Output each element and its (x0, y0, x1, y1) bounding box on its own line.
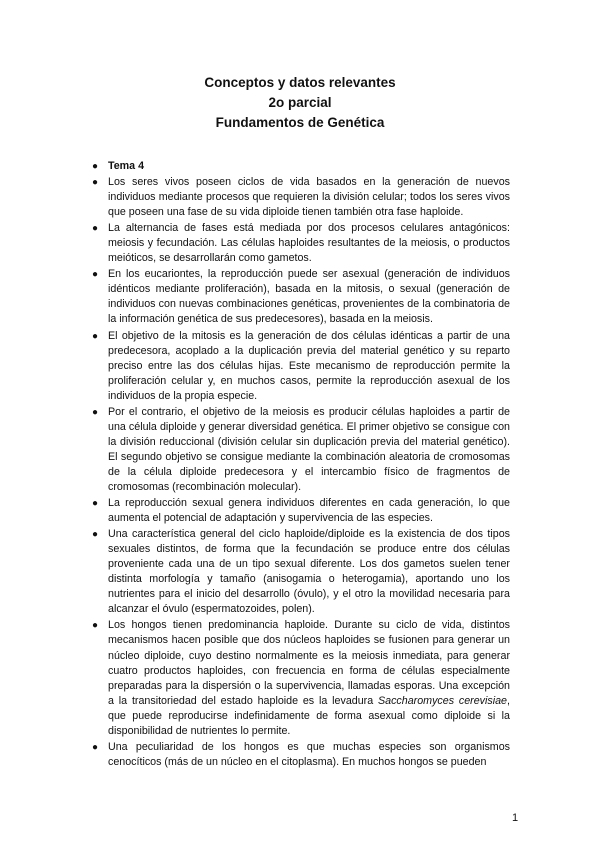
bullet-icon: ● (92, 620, 99, 632)
list-item-text: El objetivo de la mitosis es la generación de dos células idénticas a partir de una predecesora, acoplado a la duplicación previa del material genético y su reparto preciso entre las dos células hijas. Este mecanismo de reproducción permite la proliferación celular y, en muchos casos, permite la reproducción asexual de los individuos de la propia especie. (108, 329, 510, 402)
list-item-text: Una peculiaridad de los hongos es que muchas especies son organismos cenocíticos (más de un núcleo en el citoplasma). En muchos hongos se pueden (108, 740, 510, 768)
content-body (92, 159, 510, 771)
list-item-text (108, 619, 510, 736)
title-line-3: Fundamentos de Genética (215, 115, 385, 130)
title-line-2: 2o parcial (268, 95, 332, 110)
bullet-icon: ● (92, 741, 99, 753)
list-item-text-part: , que puede reproducirse indefinidamente de forma asexual como diploide si la disponibilidad de nutrientes lo permite. (108, 694, 510, 737)
list-item (92, 618, 510, 738)
page-number: 1 (512, 812, 519, 824)
list-item-text-part: Los hongos tienen predominancia haploide. Durante su ciclo de vida, distintos mecanismos hacen posible que dos núcleos haploides se fusionen para generar un núcleo diploide, cuyo destino normalmente es la meiosis inmediata, para generar cuatro productos haploides, con frecuencia en forma de células especialmente preparadas para la dispersión o la supervivencia, llamadas esporas. Una excepción a la transitoriedad del estado haploide es la levadura (108, 619, 510, 707)
list-item-text: La alternancia de fases está mediada por dos procesos celulares antagónicos: meiosis y fecundación. Las células haploides resultantes de la meiosis, o productos meióticos, se desarrollarán como gametos. (108, 222, 510, 265)
list-item (92, 496, 510, 526)
bullet-icon: ● (92, 406, 99, 418)
title-block (0, 73, 600, 133)
bullet-icon: ● (92, 498, 99, 510)
list-item (92, 405, 510, 495)
list-item (92, 740, 510, 770)
list-item (92, 267, 510, 327)
list-item-text: Una característica general del ciclo haploide/diploide es la existencia de dos tipos sexuales distintos, de forma que la fecundación se produce entre dos células proveniente cada una de un tipo sexual diferente. Los dos gametos suelen tener distinta morfología y tamaño (anisogamia o heterogamia), aportando uno los nutrientes para el inicio del desarrollo (óvulo), y el otro la movilidad necesaria para alcanzar el óvulo (espermatozoides, polen). (108, 528, 510, 616)
bullet-icon: ● (92, 330, 99, 342)
list-item-heading (92, 159, 510, 174)
species-name: Saccharomyces cerevisiae (378, 694, 508, 707)
list-item (92, 527, 510, 617)
bullet-icon: ● (92, 529, 99, 541)
list-item (92, 175, 510, 220)
bullet-icon: ● (92, 177, 99, 189)
list-item-text: Los seres vivos poseen ciclos de vida basados en la generación de nuevos individuos mediante procesos que requieren la división celular; todos los seres vivos que poseen una fase de su vida diploide tienen también otra fase haploide. (108, 176, 510, 219)
list-item (92, 221, 510, 266)
section-heading: Tema 4 (108, 160, 145, 172)
bullet-icon: ● (92, 161, 99, 172)
title-line-1: Conceptos y datos relevantes (204, 75, 396, 90)
bullet-list (92, 159, 510, 770)
list-item-text: Por el contrario, el objetivo de la meiosis es producir células haploides a partir de una célula diploide y generar diversidad genética. El primer objetivo se consigue con la división reduccional (división celular sin duplicación previa del material genético). El segundo objetivo se consigue mediante la combinación aleatoria de cromosomas de la célula diploide predecesora y el intercambio físico de fragmentos de cromosomas (recombinación molecular). (108, 405, 510, 493)
list-item-text: La reproducción sexual genera individuos diferentes en cada generación, lo que aumenta el potencial de adaptación y supervivencia de las especies. (108, 497, 510, 525)
list-item-text: En los eucariontes, la reproducción puede ser asexual (generación de individuos idénticos mediante proliferación), basada en la mitosis, o sexual (generación de individuos con nuevas combinaciones genéticas, provenientes de la combinatoria de la información genética de sus predecesores), basada en la meiosis. (108, 268, 510, 326)
bullet-icon: ● (92, 223, 99, 235)
list-item (92, 329, 510, 404)
bullet-icon: ● (92, 269, 99, 281)
